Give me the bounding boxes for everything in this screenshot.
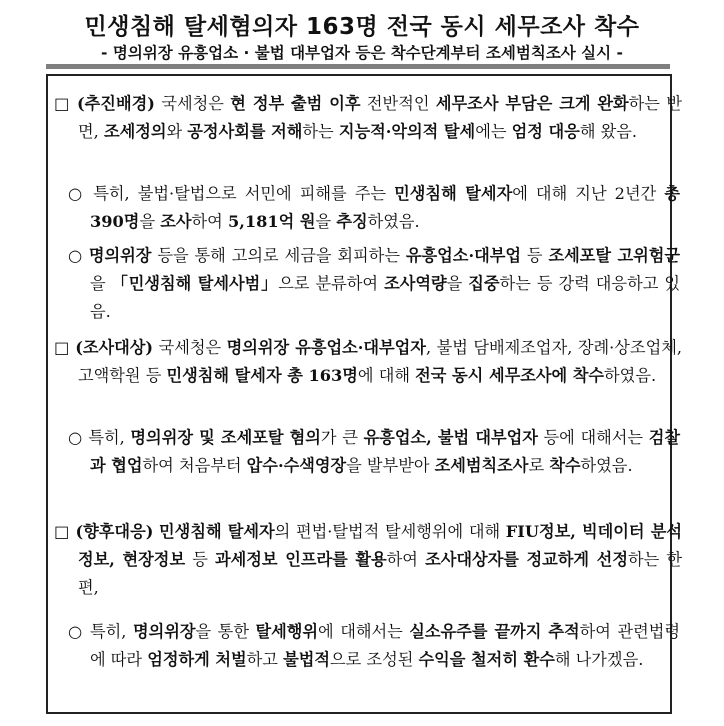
- body-text: 하여: [386, 550, 426, 569]
- emphasis-text: 명의위장: [88, 246, 152, 265]
- section-background: [54, 90, 682, 146]
- body-text: 을: [90, 274, 112, 293]
- circle-bullet-icon: ○: [68, 428, 83, 447]
- bullet-past-results: [68, 180, 680, 236]
- emphasis-text: 조사: [160, 212, 192, 231]
- body-text: 하는 한편,: [78, 550, 683, 597]
- bullet-tracking-owners: [68, 618, 680, 674]
- page-subtitle: - 명의위장 유흥업소 · 불법 대부업자 등은 착수단계부터 조세범칙조사 실시 -: [101, 44, 623, 62]
- checkbox-bullet-icon: □: [54, 522, 70, 541]
- page-title: 민생침해 탈세혐의자 163명 전국 동시 세무조사 착수: [84, 14, 640, 40]
- bullet-criminal-investigation: [68, 424, 680, 480]
- emphasis-text: 현 정부 출범 이후: [230, 94, 361, 113]
- body-text: 하고: [246, 650, 284, 669]
- emphasis-text: 「민생침해 탈세사범」: [111, 274, 279, 293]
- body-text: 에 대해 지난 2년간: [512, 184, 665, 203]
- body-text: , 불법 담배제조업자, 장례·상조업체, 고액학원 등: [78, 338, 682, 385]
- body-text: 하는 반면,: [78, 94, 683, 141]
- emphasis-text: 조사대상자를 정교하게 선정: [425, 550, 628, 569]
- body-text: 등: [521, 246, 549, 265]
- emphasis-text: 조사역량: [384, 274, 447, 293]
- body-text: 특히,: [90, 622, 133, 641]
- body-text: 하는 등 강력 대응하고 있음.: [90, 274, 680, 321]
- emphasis-text: 유흥업소·대부업: [405, 246, 521, 265]
- emphasis-text: FIU정보, 빅데이터 분석 정보, 현장정보: [78, 522, 682, 569]
- emphasis-text: 명의위장 유흥업소·대부업자: [226, 338, 426, 357]
- body-text: 전반적인: [360, 94, 436, 113]
- body-text: 을 통한: [195, 622, 256, 641]
- body-text: 등을 통해 고의로 세금을 회피하는: [151, 246, 406, 265]
- emphasis-text: 명의위장: [132, 622, 196, 641]
- checkbox-bullet-icon: □: [54, 338, 70, 357]
- body-text: 로: [528, 456, 550, 475]
- emphasis-text: 명의위장 및 조세포탈 혐의: [130, 428, 321, 447]
- section-future-response: [54, 518, 682, 602]
- body-text: 특히,: [88, 428, 131, 447]
- body-text: 의 편법·탈법적 탈세행위에 대해: [274, 522, 506, 541]
- body-text: 으로 분류하여: [278, 274, 385, 293]
- body-text: 을 발부받아: [346, 456, 435, 475]
- emphasis-text: 민생침해 탈세자: [394, 184, 513, 203]
- body-text: 하였음.: [604, 366, 657, 385]
- body-text: 가 큰: [320, 428, 364, 447]
- emphasis-text: 실소유주를 끝까지 추적: [409, 622, 580, 641]
- emphasis-text: 수익을 철저히 환수: [418, 650, 555, 669]
- emphasis-text: 유흥업소, 불법 대부업자: [363, 428, 538, 447]
- body-text: 에 대해서는: [318, 622, 410, 641]
- emphasis-text: 조세포탈 고위험군: [548, 246, 681, 265]
- emphasis-text: 검찰과 협업: [90, 428, 680, 475]
- section-targets: [54, 334, 682, 390]
- body-text: 하였음.: [367, 212, 420, 231]
- emphasis-text: 전국 동시 세무조사에 착수: [415, 366, 605, 385]
- body-text: 하여: [191, 212, 228, 231]
- emphasis-text: 민생침해 탈세자 총 163명: [166, 366, 358, 385]
- emphasis-text: (향후대응): [75, 522, 154, 541]
- body-text: 하는: [302, 122, 339, 141]
- emphasis-text: 공정사회를 저해: [187, 122, 303, 141]
- body-text: 에 대해: [357, 366, 416, 385]
- circle-bullet-icon: ○: [68, 622, 84, 641]
- body-text: 해 왔음.: [579, 122, 638, 141]
- body-text: 등: [185, 550, 216, 569]
- body-text: 국세청은: [153, 338, 227, 357]
- emphasis-text: 집중: [468, 274, 500, 293]
- emphasis-text: 불법적: [283, 650, 331, 669]
- emphasis-text: 추징: [336, 212, 368, 231]
- emphasis-text: 민생침해 탈세자: [159, 522, 275, 541]
- checkbox-bullet-icon: □: [54, 94, 71, 113]
- emphasis-text: 압수·수색영장: [246, 456, 347, 475]
- emphasis-text: 지능적·악의적 탈세: [338, 122, 476, 141]
- body-text: 하여 관련법령에 따라: [90, 622, 680, 669]
- body-text: 국세청은: [154, 94, 231, 113]
- emphasis-text: 조세범칙조사: [434, 456, 529, 475]
- emphasis-text: (추진배경): [77, 94, 155, 113]
- emphasis-text: 조세정의: [103, 122, 167, 141]
- body-text: 을: [139, 212, 161, 231]
- title-divider: [46, 64, 670, 69]
- emphasis-text: 엄정하게 처벌: [147, 650, 247, 669]
- emphasis-text: 세무조사 부담은 크게 완화: [435, 94, 629, 113]
- emphasis-text: 총 390명: [90, 184, 680, 231]
- body-text: 을: [446, 274, 469, 293]
- emphasis-text: (조사대상): [75, 338, 154, 357]
- body-text: 에는: [475, 122, 512, 141]
- body-text: 특히, 불법·탈법으로 서민에 피해를 주는: [93, 184, 395, 203]
- body-text: 하였음.: [580, 456, 633, 475]
- emphasis-text: 탈세행위: [255, 622, 319, 641]
- emphasis-text: 과세정보 인프라를 활용: [215, 550, 387, 569]
- circle-bullet-icon: ○: [68, 184, 86, 203]
- emphasis-text: 엄정 대응: [511, 122, 580, 141]
- body-text: 해 나가겠음.: [554, 650, 644, 669]
- body-text: 하여 처음부터: [142, 456, 247, 475]
- body-text: 와: [166, 122, 188, 141]
- body-text: 등에 대해서는: [537, 428, 649, 447]
- emphasis-text: 5,181억 원: [227, 212, 316, 231]
- body-text: 으로 조성된: [330, 650, 419, 669]
- body-text: 을: [315, 212, 337, 231]
- emphasis-text: 착수: [549, 456, 581, 475]
- circle-bullet-icon: ○: [68, 246, 83, 265]
- bullet-high-risk-groups: [68, 242, 680, 326]
